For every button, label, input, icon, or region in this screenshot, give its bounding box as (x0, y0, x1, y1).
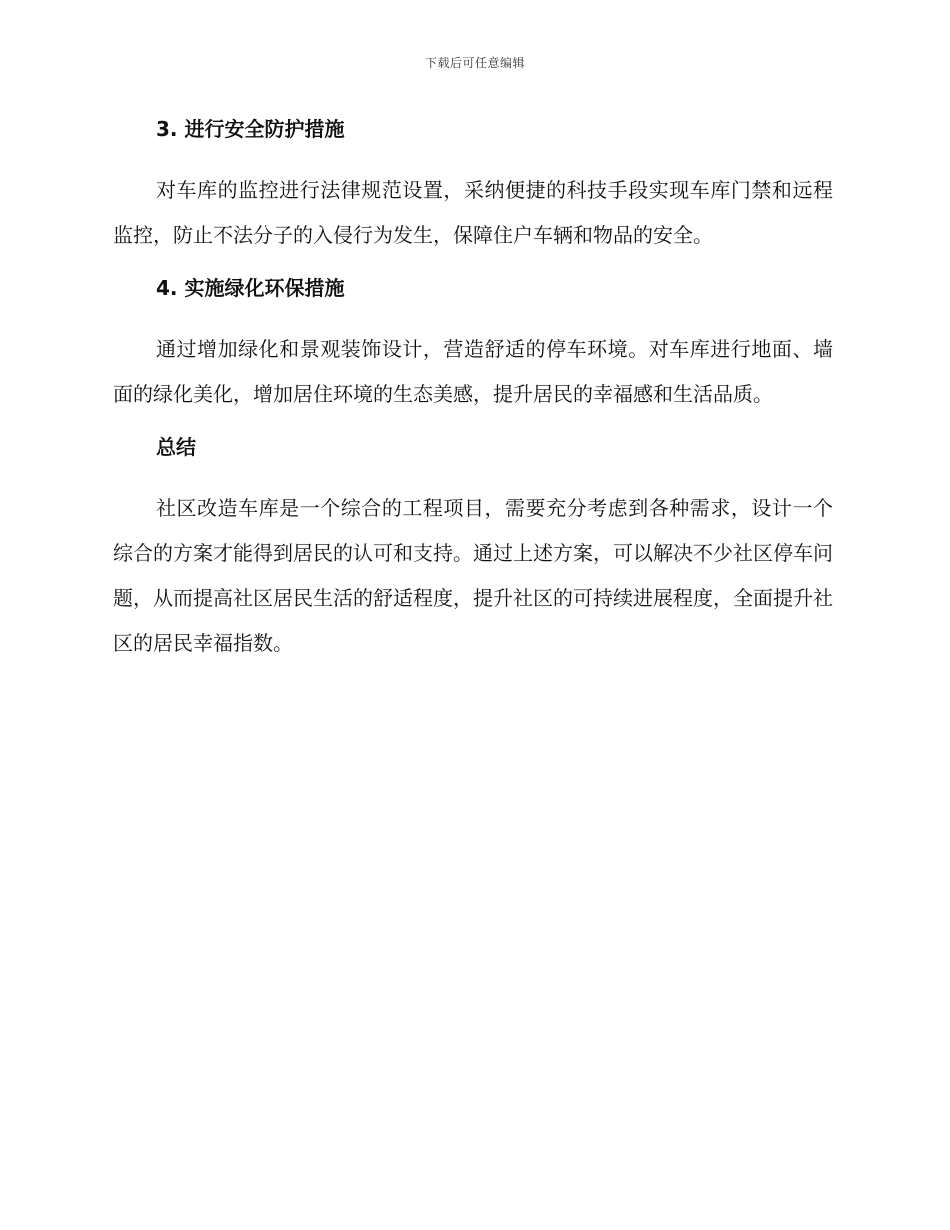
document-body (113, 112, 833, 666)
section-paragraph-summary: 社区改造车库是一个综合的工程项目，需要充分考虑到各种需求，设计一个综合的方案才能得到居民的认可和支持。通过上述方案，可以解决不少社区停车问题，从而提高社区居民生活的舒适程度，提升社区的可持续进展程度，全面提升社区的居民幸福指数。 (113, 496, 833, 655)
section-heading-summary: 总结 (156, 435, 196, 459)
section-paragraph-greening: 通过增加绿化和景观装饰设计，营造舒适的停车环境。对车库进行地面、墙面的绿化美化，增加居住环境的生态美感，提升居民的幸福感和生活品质。 (113, 337, 833, 406)
section-heading-greening: 4. 实施绿化环保措施 (156, 276, 345, 300)
header-note: 下载后可任意编辑 (424, 56, 525, 70)
section-heading-security: 3. 进行安全防护措施 (156, 117, 345, 141)
section-paragraph-security: 对车库的监控进行法律规范设置，采纳便捷的科技手段实现车库门禁和远程监控，防止不法分子的入侵行为发生，保障住户车辆和物品的安全。 (113, 178, 833, 247)
